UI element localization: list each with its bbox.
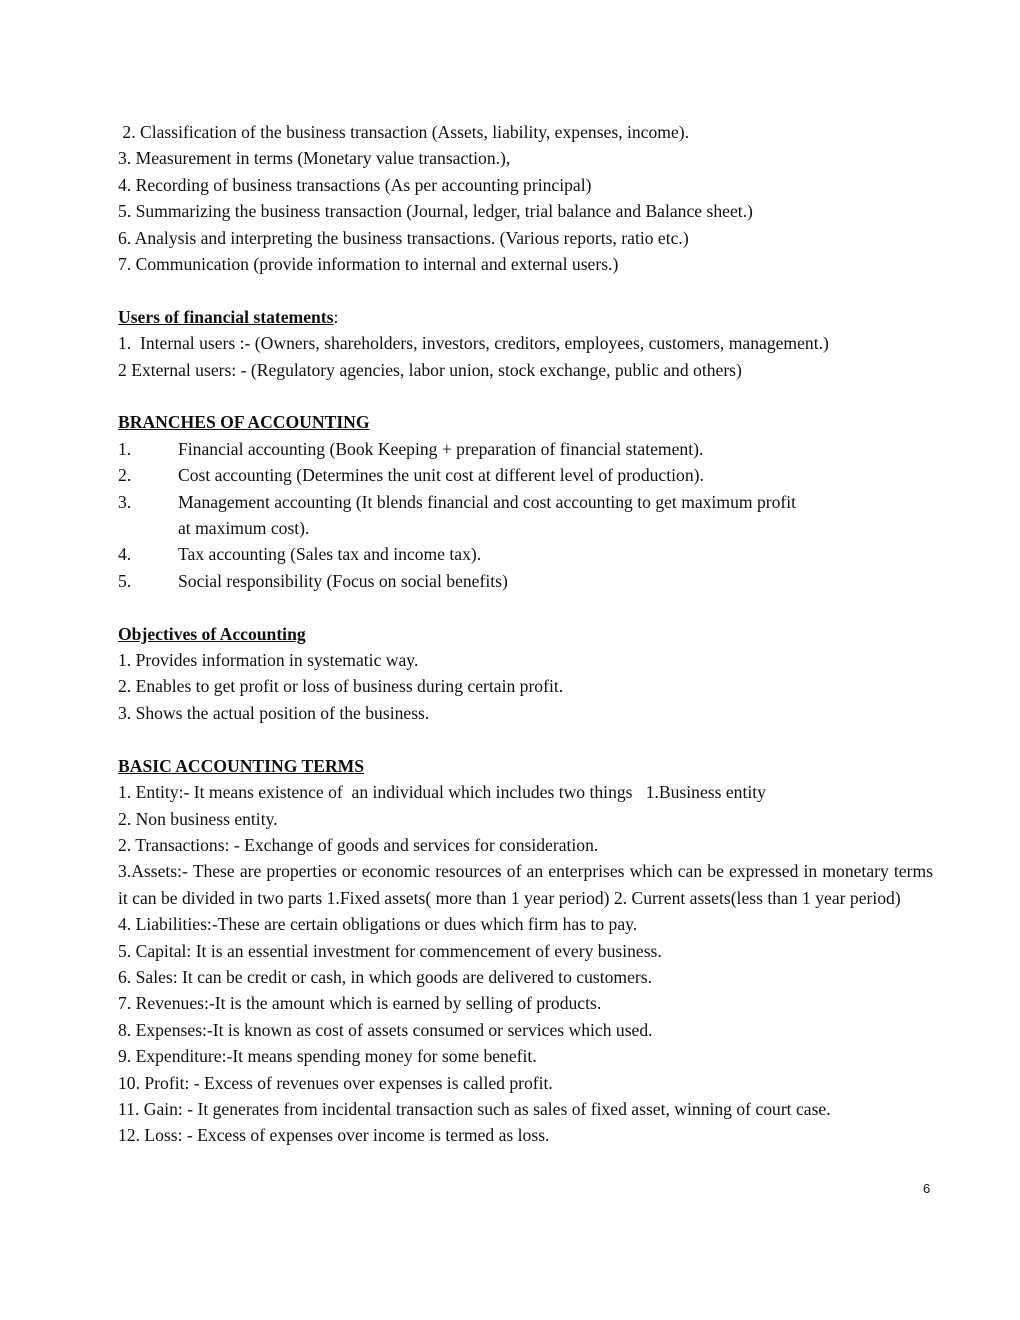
objectives-section xyxy=(118,621,933,727)
item-number: 2. xyxy=(118,465,132,486)
item-text: Social responsibility (Focus on social benefits) xyxy=(178,570,508,591)
item-number: 5. xyxy=(118,570,132,591)
branches-section xyxy=(118,409,933,594)
item-text: Tax accounting (Sales tax and income tax). xyxy=(178,544,482,565)
list-item: 3. Shows the actual position of the business. xyxy=(118,702,430,723)
list-item: 6. Sales: It can be credit or cash, in which goods are delivered to customers. xyxy=(118,966,652,987)
page-number: 6 xyxy=(923,1181,931,1196)
list-item xyxy=(118,489,933,515)
list-item: 4. Liabilities:-These are certain obligations or dues which firm has to pay. xyxy=(118,914,638,935)
section-heading: BASIC ACCOUNTING TERMS xyxy=(118,755,365,776)
list-item: 10. Profit: - Excess of revenues over expenses is called profit. xyxy=(118,1072,553,1093)
list-item: 1. Provides information in systematic way. xyxy=(118,650,419,671)
list-item: 7. Communication (provide information to internal and external users.) xyxy=(118,254,619,275)
section-heading: Users of financial statements xyxy=(118,306,334,327)
list-item: 7. Revenues:-It is the amount which is earned by selling of products. xyxy=(118,993,602,1014)
heading-colon: : xyxy=(333,306,339,327)
list-item xyxy=(118,462,933,488)
terms-section xyxy=(118,753,933,1149)
list-item xyxy=(118,436,933,462)
list-item: 5. Capital: It is an essential investment for commencement of every business. xyxy=(118,940,662,961)
item-text: Cost accounting (Determines the unit cost at different level of production). xyxy=(178,465,704,486)
item-number: 4. xyxy=(118,544,132,565)
list-item: 2 External users: - (Regulatory agencies, labor union, stock exchange, public and others) xyxy=(118,359,742,380)
list-item: 1. Internal users :- (Owners, shareholders, investors, creditors, employees, customers, management.) xyxy=(118,333,829,354)
list-item: 9. Expenditure:-It means spending money for some benefit. xyxy=(118,1046,537,1067)
list-item: 8. Expenses:-It is known as cost of assets consumed or services which used. xyxy=(118,1019,653,1040)
item-text: Management accounting (It blends financial and cost accounting to get maximum profit xyxy=(178,491,797,512)
list-item: 2. Non business entity. xyxy=(118,808,278,829)
users-section xyxy=(118,304,933,383)
assets-paragraph: 3.Assets:- These are properties or economic resources of an enterprises which can be expressed in monetary terms it can be divided in two parts 1.Fixed assets( more than 1 year period) 2. Current assets(less than 1 year period) xyxy=(118,861,933,908)
list-item: 5. Summarizing the business transaction (Journal, ledger, trial balance and Balance sheet.) xyxy=(118,201,753,222)
item-continuation: at maximum cost). xyxy=(178,518,310,539)
page-content xyxy=(118,119,933,1149)
list-item: 3. Measurement in terms (Monetary value transaction.), xyxy=(118,148,511,169)
section-heading: BRANCHES OF ACCOUNTING xyxy=(118,412,370,433)
section-heading: Objectives of Accounting xyxy=(118,623,306,644)
list-item: 2. Enables to get profit or loss of business during certain profit. xyxy=(118,676,564,697)
list-item: 1. Entity:- It means existence of an individual which includes two things 1.Business entity xyxy=(118,782,766,803)
list-item: 11. Gain: - It generates from incidental transaction such as sales of fixed asset, winning of court case. xyxy=(118,1098,831,1119)
list-item: 6. Analysis and interpreting the business transactions. (Various reports, ratio etc.) xyxy=(118,227,689,248)
item-number: 3. xyxy=(118,491,132,512)
list-item: 2. Transactions: - Exchange of goods and services for consideration. xyxy=(118,834,599,855)
item-text: Financial accounting (Book Keeping + preparation of financial statement). xyxy=(178,438,704,459)
item-number: 1. xyxy=(118,438,132,459)
list-item xyxy=(118,541,933,567)
list-item xyxy=(118,568,933,594)
list-item: 2. Classification of the business transaction (Assets, liability, expenses, income). xyxy=(118,122,690,142)
list-item: 12. Loss: - Excess of expenses over income is termed as loss. xyxy=(118,1125,550,1146)
accounting-process-list xyxy=(118,119,933,277)
list-item: 4. Recording of business transactions (As per accounting principal) xyxy=(118,174,592,195)
